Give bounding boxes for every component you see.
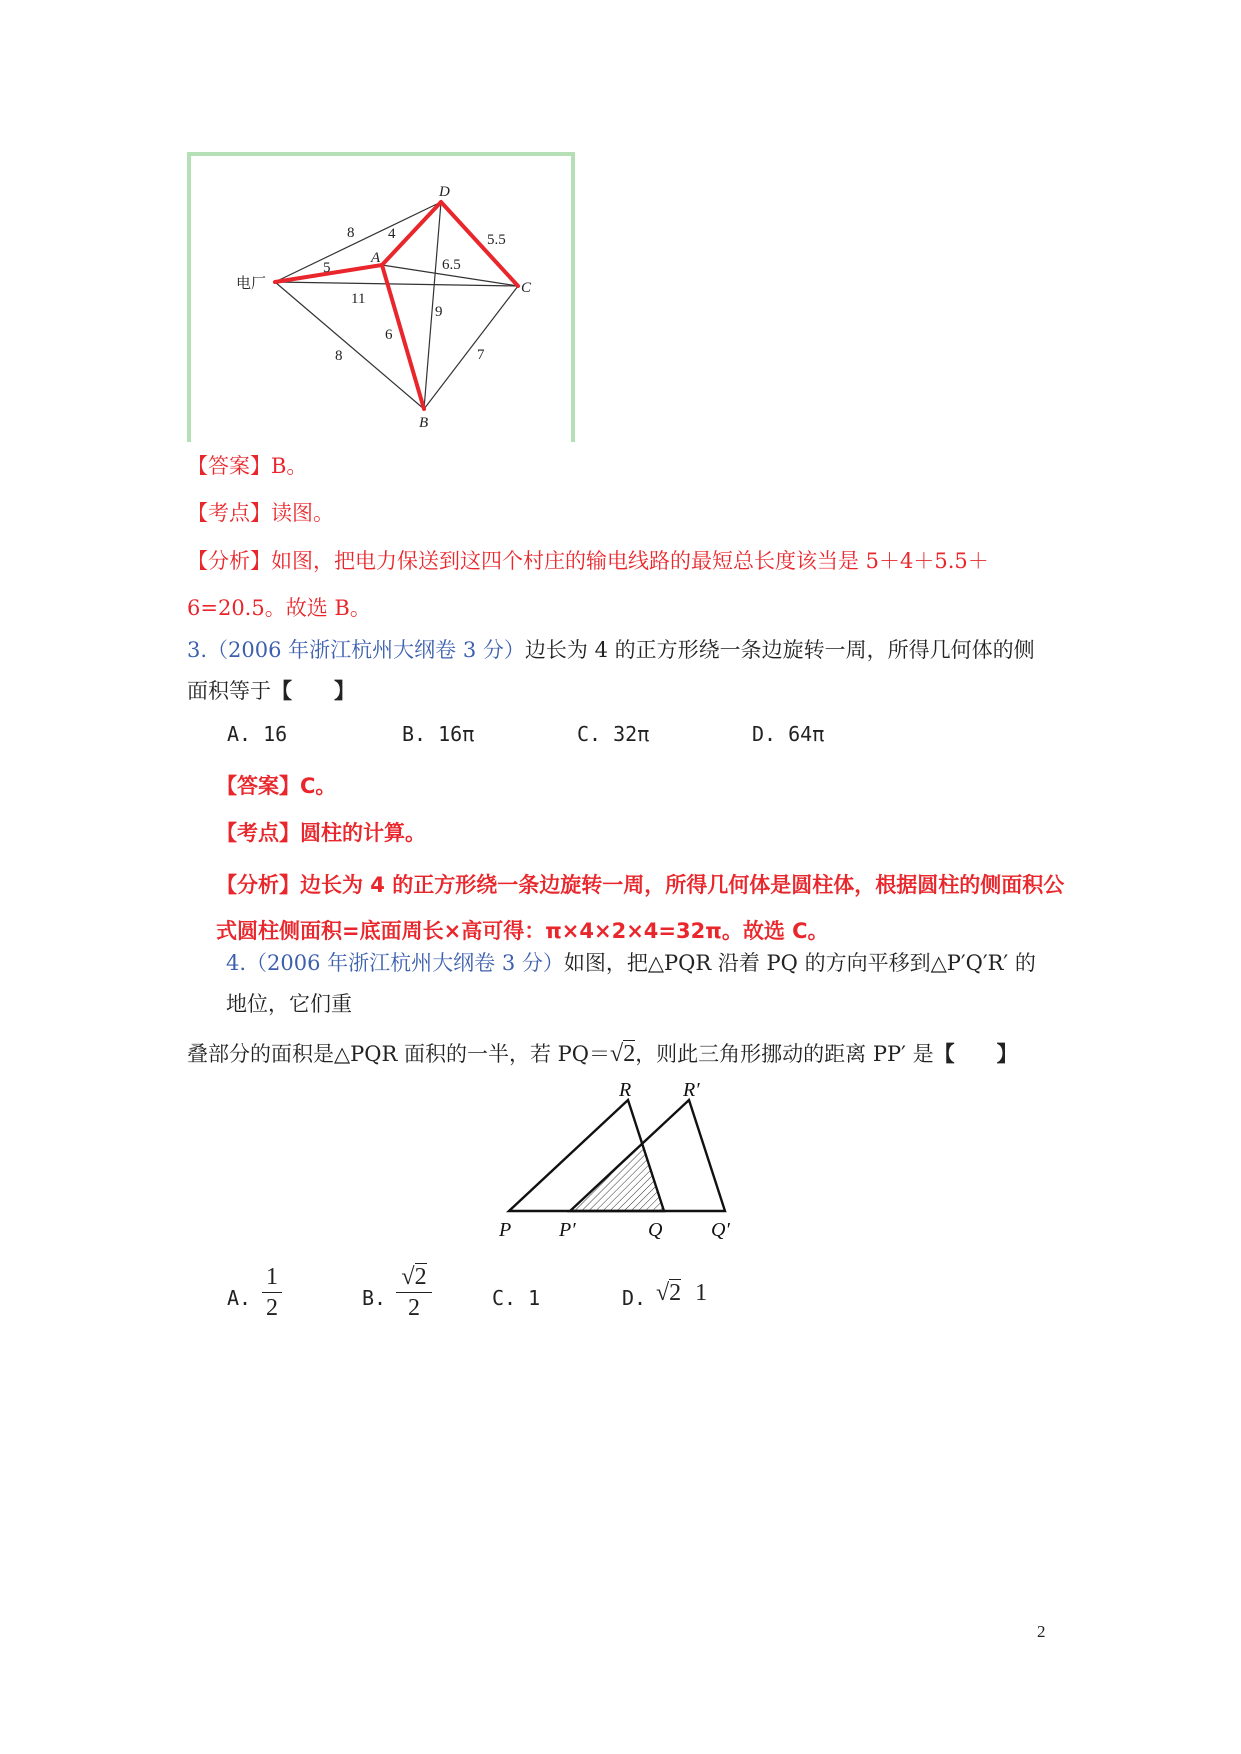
- edge-label-plant-D: 8: [347, 225, 355, 241]
- label-R: R: [619, 1079, 632, 1101]
- label-R-prime: R′: [683, 1079, 700, 1101]
- edge-plant-B: [275, 282, 424, 409]
- label-C: C: [521, 280, 532, 296]
- q3-stem-line1: 3.（2006 年浙江杭州大纲卷 3 分）边长为 4 的正方形绕一条边旋转一周，所得几何体的侧: [187, 638, 1035, 662]
- label-P: P: [499, 1219, 512, 1241]
- sqrt-symbol: √: [610, 1041, 624, 1067]
- q3-answer: 【答案】C。: [216, 774, 337, 798]
- edge-label-D-C: 5.5: [487, 232, 506, 248]
- label-P-prime: P′: [559, 1219, 576, 1241]
- label-D: D: [439, 184, 450, 200]
- overlap-shaded-region: [570, 1147, 664, 1211]
- label-A: A: [371, 250, 381, 266]
- shortest-path-red: [275, 202, 518, 409]
- edge-plant-C: [275, 282, 518, 286]
- q4-option-b-fraction: √2 2: [396, 1263, 432, 1322]
- q2-answer: 【答案】B。: [187, 454, 308, 478]
- q3-stem-line2: 面积等于【 】: [187, 678, 355, 703]
- q3-point: 【考点】圆柱的计算。: [216, 821, 426, 845]
- q3-option-a: A. 16: [227, 722, 288, 746]
- q4-option-a-label: A.: [227, 1286, 252, 1310]
- q3-analysis-line1: 【分析】边长为 4 的正方形绕一条边旋转一周，所得几何体是圆柱体，根据圆柱的侧面积公: [216, 873, 1065, 897]
- edge-label-A-C: 6.5: [442, 257, 461, 273]
- q3-analysis-line2: 式圆柱侧面积=底面周长×高可得：π×4×2×4=32π。故选 C。: [216, 919, 829, 943]
- q4-stem-line3: 叠部分的面积是△PQR 面积的一半，若 PQ＝√2，则此三角形挪动的距离 PP′ 是【 】: [187, 1041, 1018, 1067]
- figure-triangles: [495, 1078, 755, 1243]
- q4-stem-line2: 地位，它们重: [226, 992, 352, 1016]
- label-plant: 电厂: [236, 274, 267, 292]
- q2-analysis-line2: 6=20.5。故选 B。: [187, 596, 371, 620]
- q3-option-c: C. 32π: [577, 722, 650, 746]
- label-B: B: [419, 415, 429, 431]
- edge-label-plant-B: 8: [335, 348, 343, 364]
- q4-option-b-label: B.: [362, 1286, 387, 1310]
- figure-power-network: [187, 152, 575, 442]
- q4-option-d-label: D.: [622, 1286, 647, 1310]
- q4-option-a-fraction: 1 2: [262, 1263, 282, 1322]
- q2-analysis-line1: 【分析】如图，把电力保送到这四个村庄的输电线路的最短总长度该当是 5＋4＋5.5＋: [187, 549, 989, 573]
- edge-label-D-B: 9: [435, 304, 443, 320]
- edge-label-A-D: 4: [388, 226, 396, 242]
- edge-label-C-B: 7: [477, 347, 485, 363]
- edge-label-A-B: 6: [385, 327, 393, 343]
- q4-stem-line1: 4.（2006 年浙江杭州大纲卷 3 分）如图，把△PQR 沿着 PQ 的方向平移到△P′Q′R′ 的: [226, 951, 1036, 975]
- q2-point: 【考点】读图。: [187, 501, 334, 525]
- label-Q-prime: Q′: [711, 1219, 730, 1241]
- q4-option-d-expression: √2 1: [656, 1280, 708, 1306]
- q3-option-d: D. 64π: [752, 722, 825, 746]
- edge-label-plant-C: 11: [351, 291, 366, 307]
- q4-option-c: C. 1: [492, 1286, 541, 1310]
- edge-label-plant-A: 5: [323, 260, 331, 276]
- label-Q: Q: [648, 1219, 663, 1241]
- page-number: 2: [1037, 1622, 1046, 1641]
- q3-option-b: B. 16π: [402, 722, 475, 746]
